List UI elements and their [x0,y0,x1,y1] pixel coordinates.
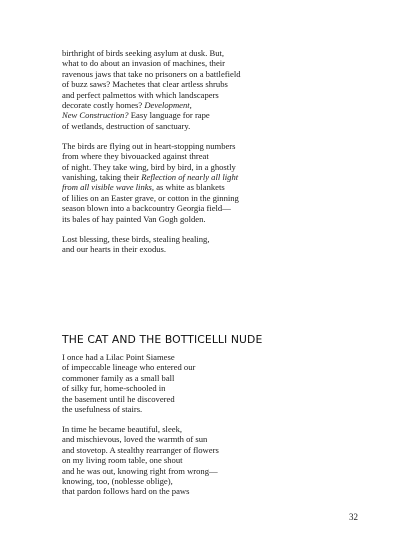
line-text: Easy language for rape [128,110,210,121]
line-text: birthright of birds seeking asylum at dusk. But, [62,48,225,58]
poem-line [62,79,362,89]
poem-line [62,373,362,383]
line-text: of impeccable lineage who entered our [62,362,196,373]
poem-line [62,234,362,244]
poem-line [62,455,362,465]
poem-line [62,58,362,68]
poem-line [62,244,362,254]
line-text: as white as blankets [154,182,225,193]
line-text: season blown into a backcountry Georgia field— [62,203,231,214]
poem-line [62,121,362,131]
poem-line [62,486,362,496]
poem-line [62,100,362,110]
poem-body [62,352,362,506]
stanza [62,48,362,131]
line-text: decorate costly homes? [62,100,145,111]
line-text: of buzz saws? Machetes that clear artless shrubs [62,79,228,90]
poem-line [62,214,362,224]
line-text: the usefulness of stairs. [62,404,143,415]
poem-title: THE CAT AND THE BOTTICELLI NUDE [62,333,263,346]
stanza [62,424,362,497]
poem-line [62,383,362,393]
line-text: and mischievous, loved the warmth of sun [62,434,208,445]
italic-text: Reflection of nearly all light [141,172,239,183]
line-text: its bales of hay painted Van Gogh golden. [62,213,206,224]
stanza [62,141,362,224]
italic-text: from all visible wave links, [62,182,155,193]
italic-text: Development, [144,100,192,111]
line-text: knowing, too, (noblesse oblige), [62,476,173,487]
line-text: ravenous jaws that take no prisoners on a battlefield [62,68,241,79]
poem-line [62,90,362,100]
line-text: that pardon follows hard on the paws [62,486,190,497]
line-text: The birds are flying out in heart-stopping numbers [62,140,236,151]
poem-line [62,445,362,455]
line-text: the basement until he discovered [62,393,175,404]
line-text: Lost blessing, these birds, stealing healing, [62,233,210,244]
poem-line [62,394,362,404]
poem-line [62,69,362,79]
poem-line [62,151,362,161]
line-text: from where they bivouacked against threat [62,151,209,162]
poem-line [62,141,362,151]
line-text: of night. They take wing, bird by bird, in a ghostly [62,161,236,172]
poem-line [62,172,362,182]
line-text: In time he became beautiful, sleek, [62,424,183,435]
line-text: of silky fur, home-schooled in [62,383,166,394]
poem-line [62,48,362,58]
poem-line [62,110,362,120]
poem-line [62,362,362,372]
poem-line [62,466,362,476]
line-text: and stovetop. A stealthy rearranger of flowers [62,444,219,455]
line-text: and he was out, knowing right from wrong— [62,465,218,476]
poem-line [62,424,362,434]
poem-line [62,203,362,213]
line-text: on my living room table, one shout [62,455,183,466]
line-text: commoner family as a small ball [62,372,175,383]
line-text: and our hearts in their exodus. [62,244,167,255]
line-text: of wetlands, destruction of sanctuary. [62,120,191,131]
line-text: I once had a Lilac Point Siamese [62,352,175,362]
poem-line [62,434,362,444]
poem-line [62,476,362,486]
stanza [62,352,362,414]
poem-line [62,404,362,414]
stanza [62,234,362,255]
poem-line [62,352,362,362]
line-text: of lilies on an Easter grave, or cotton in the ginning [62,192,239,203]
page-number: 32 [349,512,358,522]
line-text: what to do about an invasion of machines, their [62,58,226,69]
poem-continuation [62,48,362,264]
line-text: and perfect palmettos with which landscapers [62,89,219,100]
poem-line [62,193,362,203]
poem-line [62,182,362,192]
line-text: vanishing, taking their [62,172,142,183]
italic-text: New Construction? [62,110,129,121]
poem-line [62,162,362,172]
